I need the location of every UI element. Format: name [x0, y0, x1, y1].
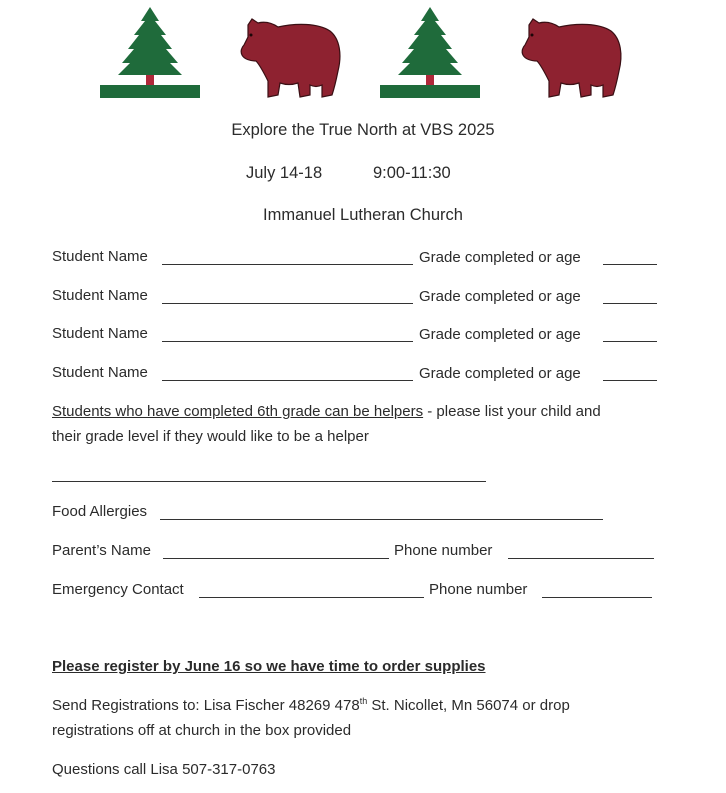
parent-phone-field[interactable]	[508, 558, 654, 559]
parent-phone-label: Phone number	[394, 542, 493, 559]
grade-field[interactable]	[603, 303, 657, 304]
bear-icon	[519, 15, 625, 101]
grade-field[interactable]	[603, 380, 657, 381]
registration-deadline: Please register by June 16 so we have time to order supplies	[52, 658, 486, 675]
church-name: Immanuel Lutheran Church	[263, 206, 463, 224]
send-address-part1: Send Registrations to: Lisa Fischer 48269 478	[52, 697, 360, 714]
student-name-field[interactable]	[162, 303, 413, 304]
questions-contact: Questions call Lisa 507-317-0763	[52, 761, 276, 778]
helpers-note	[52, 403, 601, 421]
student-name-label: Student Name	[52, 364, 148, 381]
food-allergies-label: Food Allergies	[52, 503, 148, 520]
pine-tree-icon	[380, 5, 480, 99]
event-title: Explore the True North at VBS 2025	[231, 121, 495, 139]
send-registrations	[52, 697, 570, 715]
parent-name-label: Parent’s Name	[52, 542, 151, 559]
student-name-field[interactable]	[162, 380, 413, 381]
helpers-instruction-line2: their grade level if they would like to be a helper	[52, 428, 369, 445]
emergency-phone-label: Phone number	[429, 581, 528, 598]
event-time: 9:00-11:30	[373, 164, 451, 182]
helper-field[interactable]	[52, 481, 486, 482]
helpers-eligibility: Students who have completed 6th grade can be helpers	[52, 403, 424, 420]
ordinal-suffix: th	[359, 696, 368, 706]
grade-label: Grade completed or age	[419, 326, 581, 343]
send-registrations-line2: registrations off at church in the box provided	[52, 722, 352, 739]
emergency-phone-field[interactable]	[542, 597, 652, 598]
grade-label: Grade completed or age	[419, 288, 581, 305]
grade-field[interactable]	[603, 264, 657, 265]
event-dates: July 14-18	[246, 164, 323, 182]
emergency-contact-field[interactable]	[199, 597, 424, 598]
student-name-label: Student Name	[52, 287, 148, 304]
send-address-part2: St. Nicollet, Mn 56074 or drop	[367, 697, 570, 714]
bear-icon	[238, 15, 344, 101]
food-allergies-field[interactable]	[160, 519, 603, 520]
student-name-field[interactable]	[162, 264, 413, 265]
parent-name-field[interactable]	[163, 558, 389, 559]
helpers-instruction: - please list your child and	[423, 403, 601, 420]
student-name-label: Student Name	[52, 325, 148, 342]
student-name-label: Student Name	[52, 248, 148, 265]
grade-field[interactable]	[603, 341, 657, 342]
student-name-field[interactable]	[162, 341, 413, 342]
grade-label: Grade completed or age	[419, 249, 581, 266]
grade-label: Grade completed or age	[419, 365, 581, 382]
pine-tree-icon	[100, 5, 200, 99]
emergency-contact-label: Emergency Contact	[52, 581, 184, 598]
